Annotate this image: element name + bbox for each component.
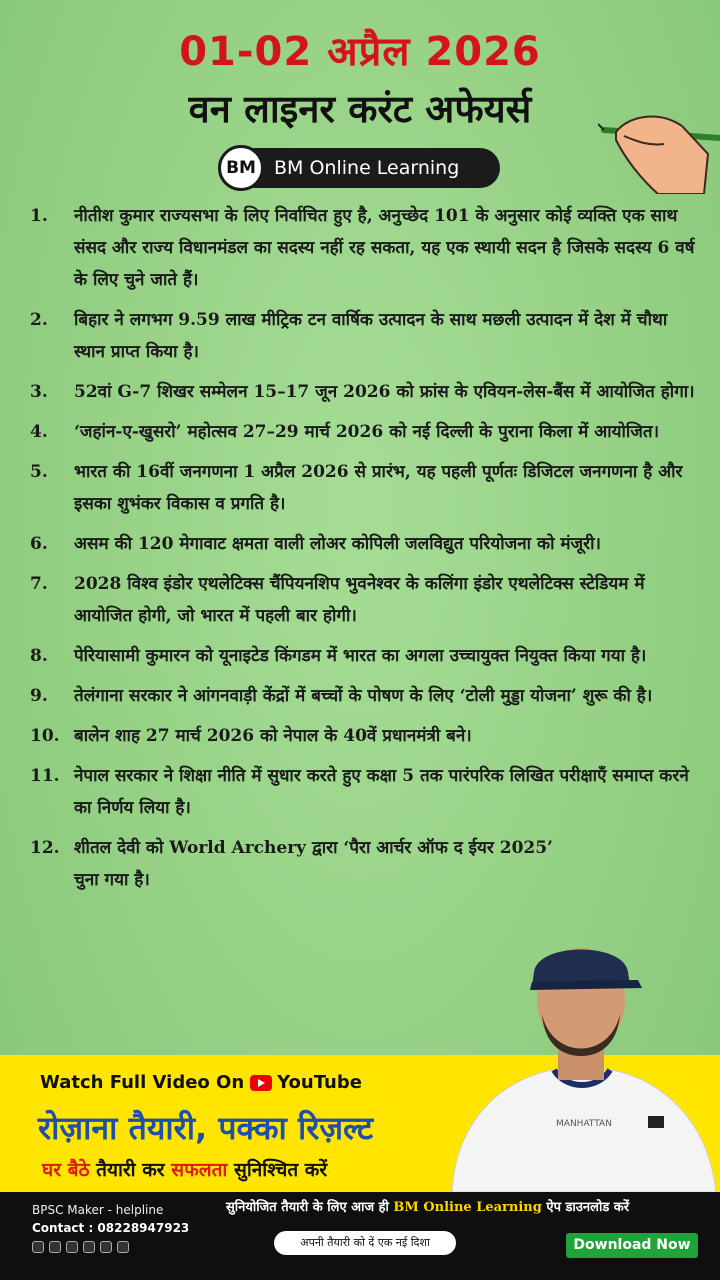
item-number: 9. [30, 686, 48, 706]
telegram-icon[interactable] [100, 1241, 112, 1253]
list-item [30, 376, 700, 408]
list-item [30, 200, 700, 296]
slogan-sub-part: तैयारी कर [96, 1159, 165, 1181]
list-item [30, 760, 700, 824]
shirt-print: MANHATTAN [556, 1119, 612, 1129]
slogan-sub-part: सफलता [171, 1159, 228, 1181]
item-number: 12. [30, 838, 60, 858]
item-number: 10. [30, 726, 60, 746]
item-number: 4. [30, 422, 48, 442]
item-text: शीतल देवी को World Archery द्वारा ‘पैरा आर्चर ऑफ द ईयर 2025’ चुना गया है। [74, 838, 553, 890]
brand-name: BM Online Learning [274, 157, 460, 179]
slogan-main: रोज़ाना तैयारी, पक्का रिज़ल्ट [38, 1109, 374, 1147]
page-title: वन लाइनर करंट अफेयर्स [188, 87, 532, 131]
youtube-label: YouTube [277, 1072, 362, 1093]
list-item [30, 680, 700, 712]
social-links [32, 1241, 129, 1253]
item-text: बिहार ने लगभग 9.59 लाख मीट्रिक टन वार्षिक उत्पादन के साथ मछली उत्पादन में देश में चौथा स्थान प्राप्त किया है। [74, 310, 668, 362]
item-number: 1. [30, 206, 48, 226]
list-item [30, 416, 700, 448]
item-text: 2028 विश्व इंडोर एथलेटिक्स चैंपियनशिप भुवनेश्वर के कलिंगा इंडोर एथलेटिक्स स्टेडियम में आयोजित होगी, जो भारत में पहली बार होगी। [74, 574, 645, 626]
youtube-icon [250, 1075, 272, 1091]
list-item [30, 568, 700, 632]
item-number: 7. [30, 574, 48, 594]
item-text: बालेन शाह 27 मार्च 2026 को नेपाल के 40वें प्रधानमंत्री बने। [74, 726, 472, 746]
writing-hand-icon [598, 96, 720, 194]
item-number: 8. [30, 646, 48, 666]
news-list [30, 200, 700, 904]
slogan-sub-part: घर बैठे [42, 1159, 90, 1181]
item-text: पेरियासामी कुमारन को यूनाइटेड किंगडम में भारत का अगला उच्चायुक्त नियुक्त किया गया है। [74, 646, 647, 666]
item-text: ‘जहांन-ए-खुसरो’ महोत्सव 27–29 मार्च 2026 को नई दिल्ली के पुराना किला में आयोजित। [74, 422, 660, 442]
item-number: 6. [30, 534, 48, 554]
list-item [30, 640, 700, 672]
slogan-sub-part: सुनिश्चित करें [233, 1159, 328, 1181]
instagram-icon[interactable] [66, 1241, 78, 1253]
item-number: 11. [30, 766, 60, 786]
item-text: भारत की 16वीं जनगणना 1 अप्रैल 2026 से प्रारंभ, यह पहली पूर्णतः डिजिटल जनगणना है और इसका शुभंकर विकास व प्रगति है। [74, 462, 683, 514]
item-text: तेलंगाना सरकार ने आंगनवाड़ी केंद्रों में बच्चों के पोषण के लिए ‘टोली मुड्डा योजना’ शुरू की है। [74, 686, 653, 706]
download-button[interactable]: Download Now [566, 1233, 698, 1258]
whatsapp-icon[interactable] [83, 1241, 95, 1253]
promo-part: सुनियोजित तैयारी के लिए आज ही [226, 1200, 389, 1215]
date-heading: 01-02 अप्रैल 2026 [179, 29, 541, 75]
item-number: 2. [30, 310, 48, 330]
list-item [30, 528, 700, 560]
brand-badge [222, 148, 500, 188]
item-text: नेपाल सरकार ने शिक्षा नीति में सुधार करते हुए कक्षा 5 तक पारंपरिक लिखित परीक्षाएँ समाप्त करने का निर्णय लिया है। [74, 766, 689, 818]
item-number: 5. [30, 462, 48, 482]
camera-icon[interactable] [117, 1241, 129, 1253]
app-promo-text [226, 1197, 629, 1215]
item-text: असम की 120 मेगावाट क्षमता वाली लोअर कोपिली जलविद्युत परियोजना को मंजूरी। [74, 534, 601, 554]
tagline-pill: अपनी तैयारी को दें एक नई दिशा [274, 1231, 456, 1255]
item-text: 52वां G-7 शिखर सम्मेलन 15–17 जून 2026 को फ्रांस के एवियन-लेस-बैंस में आयोजित होगा। [74, 382, 695, 402]
list-item [30, 720, 700, 752]
facebook-icon[interactable] [32, 1241, 44, 1253]
list-item [30, 456, 700, 520]
promo-part: ऐप डाउनलोड करें [546, 1200, 630, 1215]
youtube-small-icon[interactable] [49, 1241, 61, 1253]
item-text: नीतीश कुमार राज्यसभा के लिए निर्वाचित हुए है, अनुच्छेद 101 के अनुसार कोई व्यक्ति एक साथ संसद और राज्य विधानमंडल का सदस्य नहीं रह सकता, यह एक स्थायी सदन है जिसके सदस्य 6 वर्ष के लिए चुने जाते हैं। [74, 206, 695, 290]
contact-number: Contact : 08228947923 [32, 1221, 190, 1235]
promo-brand: BM Online Learning [393, 1200, 542, 1215]
slogan-sub [42, 1156, 327, 1182]
helpline-label: BPSC Maker - helpline [32, 1203, 164, 1217]
watch-video-link[interactable] [40, 1072, 362, 1093]
list-item [30, 832, 700, 896]
watch-label: Watch Full Video On [40, 1072, 245, 1093]
item-number: 3. [30, 382, 48, 402]
bm-logo-icon: BM [218, 145, 264, 191]
presenter-photo [442, 930, 720, 1192]
list-item [30, 304, 700, 368]
